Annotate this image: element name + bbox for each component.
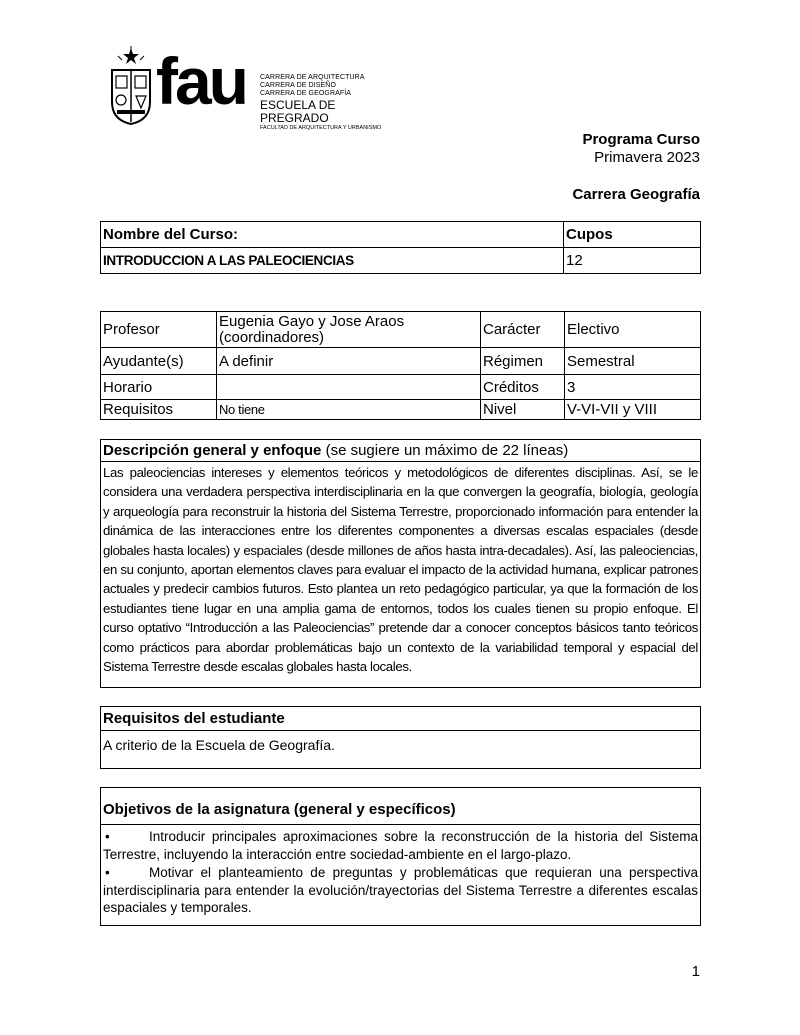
objective-text: Introducir principales aproximaciones sobre la reconstrucción de la historia del Sistema Terrestre, incluyendo la interacción entre sociedad-ambiente en el largo-plazo. [103,829,698,862]
logo-text [260,74,400,132]
descripcion-title: Descripción general y enfoque [103,442,322,459]
horario-value [217,375,481,400]
bullet-icon: • [105,829,110,844]
ayudante-label: Ayudante(s) [101,348,217,375]
nivel-label: Nivel [481,400,565,420]
requisitos-value: No tiene [217,400,481,420]
logo-faculty: FACULTAD DE ARQUITECTURA Y URBANISMO [260,125,382,131]
list-item [103,864,698,917]
objective-text: Motivar el planteamiento de preguntas y problemáticas que requieran una perspectiva interdisciplinaria para entender la evolución/trayectorias del Sistema Terrestre a diferentes escalas espaciales y temporales. [103,865,698,915]
objetivos-section [100,787,701,926]
descripcion-section [100,439,701,688]
fau-logo [108,44,398,131]
cupos-label: Cupos [564,222,701,248]
program-term: Primavera 2023 [594,149,700,166]
logo-school: ESCUELA DE PREGRADO [260,98,336,125]
descripcion-hint: (se sugiere un máximo de 22 líneas) [321,442,569,459]
objetivos-list [101,825,700,917]
university-crest-icon [108,46,154,126]
course-name-label: Nombre del Curso: [101,222,564,248]
career-title: Carrera Geografía [572,186,700,203]
caracter-label: Carácter [481,312,565,348]
course-table [100,221,701,274]
logo-line: CARRERA DE ARQUITECTURA [260,74,365,81]
ayudante-value: A definir [217,348,481,375]
page-number: 1 [691,963,700,980]
logo-line: CARRERA DE GEOGRAFÍA [260,90,352,97]
fau-wordmark: fau [156,44,246,118]
caracter-value: Electivo [565,312,701,348]
course-info-table [100,311,701,420]
objetivos-title: Objetivos de la asignatura (general y específicos) [101,788,700,825]
horario-label: Horario [101,375,217,400]
profesor-label: Profesor [101,312,217,348]
creditos-label: Créditos [481,375,565,400]
program-title: Programa Curso [582,131,700,148]
bullet-icon: • [105,865,110,880]
nivel-value: V-VI-VII y VIII [565,400,701,420]
requisitos-estudiante-text: A criterio de la Escuela de Geografía. [103,737,335,753]
requisitos-estudiante-title: Requisitos del estudiante [101,707,700,731]
requisitos-estudiante-section [100,706,701,769]
profesor-value: Eugenia Gayo y Jose Araos (coordinadores) [217,312,481,348]
cupos-value: 12 [564,248,701,274]
list-item [103,828,698,863]
logo-line: CARRERA DE DISEÑO [260,82,336,89]
regimen-label: Régimen [481,348,565,375]
descripcion-header [101,440,700,462]
descripcion-text: Las paleociencias intereses y elementos teóricos y metodológicos de diferentes disciplinas. Así, se le considera una verdadera perspectiva interdisciplinaria en la que convergen la geografía, biología, geología y arqueología para reconstruir la historia del Sistema Terrestre, proporcionado información para entender la dinámica de las interacciones entre los diferentes componentes a diversas escalas espaciales (desde globales hasta locales) y espaciales (desde millones de años hasta intra-decadales). Así, las paleociencias, en su conjunto, aportan elementos claves para evaluar el impacto de la actividad humana, explicar patrones actuales y predecir cambios futuros. Esto plantea un reto pedagógico particular, ya que la formación de los estudiantes tiene lugar en una amplia gama de entornos, todos los cuales tienen su propio enfoque. El curso optativo “Introducción a las Paleociencias” pretende dar a conocer conceptos básicos tanto teóricos como prácticos para abordar problemáticas bajo un contexto de la variabilidad temporal y espacial del Sistema Terrestre desde escalas globales hasta locales. [103,465,698,675]
course-name: INTRODUCCION A LAS PALEOCIENCIAS [101,248,564,274]
creditos-value: 3 [565,375,701,400]
requisitos-label: Requisitos [101,400,217,420]
regimen-value: Semestral [565,348,701,375]
